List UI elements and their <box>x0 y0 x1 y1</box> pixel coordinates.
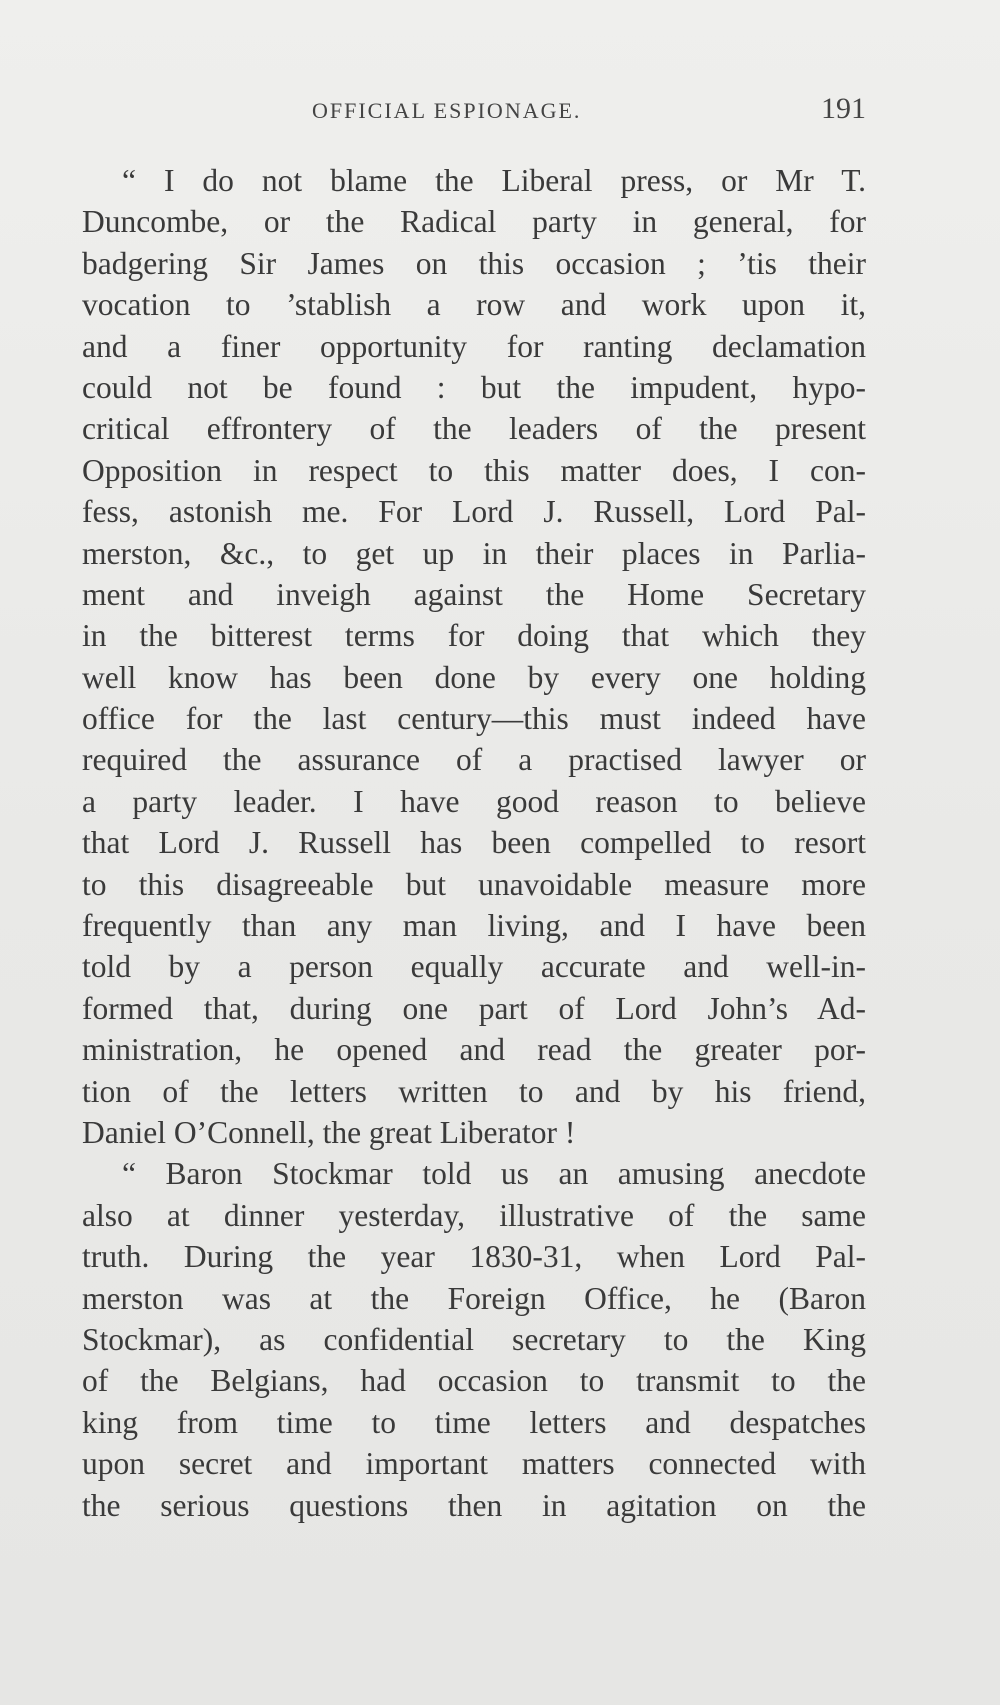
text-line: that Lord J. Russell has been compelled to resort <box>82 825 866 861</box>
running-title: OFFICIAL ESPIONAGE. <box>312 98 582 123</box>
text-line: king from time to time letters and despatches <box>82 1404 866 1440</box>
text-line: in the bitterest terms for doing that which they <box>82 618 866 654</box>
text-line: to this disagreeable but unavoidable measure more <box>82 866 866 902</box>
text-line: formed that, during one part of Lord John’s Ad- <box>82 990 866 1026</box>
text-line: Duncombe, or the Radical party in general, for <box>82 204 866 240</box>
text-line: “ I do not blame the Liberal press, or Mr T. <box>122 163 866 198</box>
text-line: ministration, he opened and read the greater por- <box>82 1032 866 1068</box>
text-line: vocation to ’stablish a row and work upon it, <box>82 287 866 323</box>
text-line: critical effrontery of the leaders of the present <box>82 411 866 447</box>
text-line: Stockmar), as confidential secretary to the King <box>82 1321 866 1357</box>
text-line: also at dinner yesterday, illustrative of the same <box>82 1197 866 1233</box>
text-line: Daniel O’Connell, the great Liberator ! <box>82 1114 576 1150</box>
text-line: badgering Sir James on this occasion ; ’tis their <box>82 245 866 281</box>
text-line: of the Belgians, had occasion to transmit to the <box>82 1363 866 1399</box>
text-line: could not be found : but the impudent, hypo- <box>82 369 866 405</box>
running-head <box>82 92 866 132</box>
page-number: 191 <box>821 92 866 125</box>
text-line: well know has been done by every one holding <box>82 659 866 695</box>
text-line: “ Baron Stockmar told us an amusing anecdote <box>122 1156 866 1192</box>
text-line: a party leader. I have good reason to believe <box>82 783 866 819</box>
text-line: required the assurance of a practised lawyer or <box>82 742 866 778</box>
text-line: ment and inveigh against the Home Secretary <box>82 576 866 612</box>
text-line: the serious questions then in agitation on the <box>82 1487 866 1523</box>
text-line: merston was at the Foreign Office, he (Baron <box>82 1280 866 1316</box>
text-line: frequently than any man living, and I have been <box>82 908 866 944</box>
body-text <box>82 160 866 1526</box>
text-line: upon secret and important matters connected with <box>82 1446 866 1482</box>
text-line: merston, &c., to get up in their places in Parlia- <box>82 535 866 571</box>
text-line: and a finer opportunity for ranting declamation <box>82 328 866 364</box>
text-line: Opposition in respect to this matter does, I con- <box>82 452 866 488</box>
text-line: fess, astonish me. For Lord J. Russell, Lord Pal- <box>82 494 866 530</box>
text-line: told by a person equally accurate and well-in- <box>82 949 866 985</box>
text-line: office for the last century—this must indeed have <box>82 701 866 737</box>
text-line: tion of the letters written to and by his friend, <box>82 1073 866 1109</box>
text-line: truth. During the year 1830-31, when Lord Pal- <box>82 1239 866 1275</box>
